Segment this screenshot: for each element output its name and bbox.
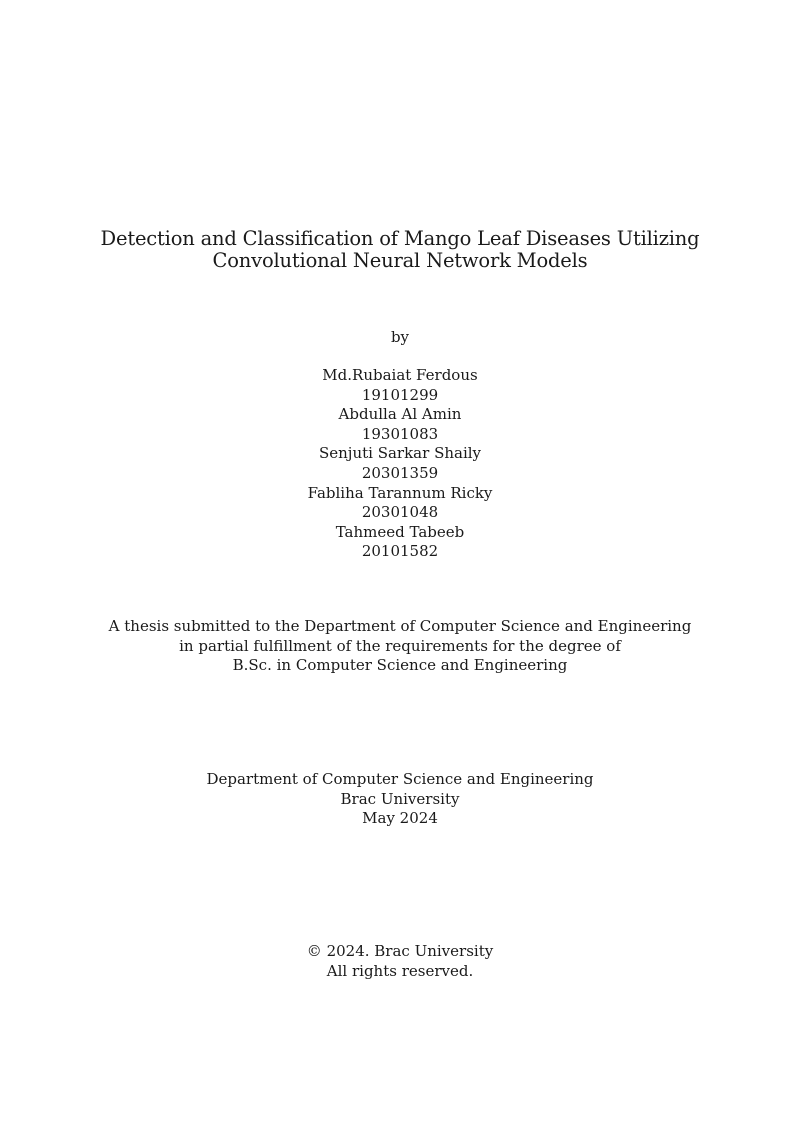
- thesis-title-line-2: Convolutional Neural Network Models: [212, 249, 588, 272]
- university-name: Brac University: [340, 789, 460, 808]
- author-list: [0, 366, 800, 562]
- author-name: Tahmeed Tabeeb: [335, 522, 465, 541]
- submission-date: May 2024: [362, 809, 438, 828]
- copyright-notice: [0, 942, 800, 981]
- copyright-line-1: © 2024. Brac University: [306, 942, 494, 960]
- author-name: Md.Rubaiat Ferdous: [322, 366, 478, 384]
- submission-line-2: in partial fulfillment of the requirements for the degree of: [179, 636, 621, 655]
- thesis-title: [0, 228, 800, 272]
- author-name: Senjuti Sarkar Shaily: [318, 444, 482, 463]
- author-id: 20101582: [361, 542, 439, 561]
- author-name: Abdulla Al Amin: [338, 405, 462, 424]
- submission-line-3: B.Sc. in Computer Science and Engineering: [232, 656, 568, 675]
- thesis-title-line-1: Detection and Classification of Mango Leaf Diseases Utilizing: [100, 227, 700, 250]
- submission-statement: [0, 617, 800, 676]
- copyright-line-2: All rights reserved.: [326, 961, 474, 980]
- department-name: Department of Computer Science and Engineering: [206, 770, 594, 788]
- author-id: 20301359: [361, 463, 439, 482]
- by-label: by: [390, 328, 410, 346]
- author-id: 20301048: [361, 503, 439, 522]
- author-id: 19101299: [361, 385, 439, 404]
- submission-line-1: A thesis submitted to the Department of Computer Science and Engineering: [108, 617, 692, 635]
- author-name: Fabliha Tarannum Ricky: [307, 483, 493, 502]
- author-id: 19301083: [361, 424, 439, 443]
- institution-block: [0, 770, 800, 829]
